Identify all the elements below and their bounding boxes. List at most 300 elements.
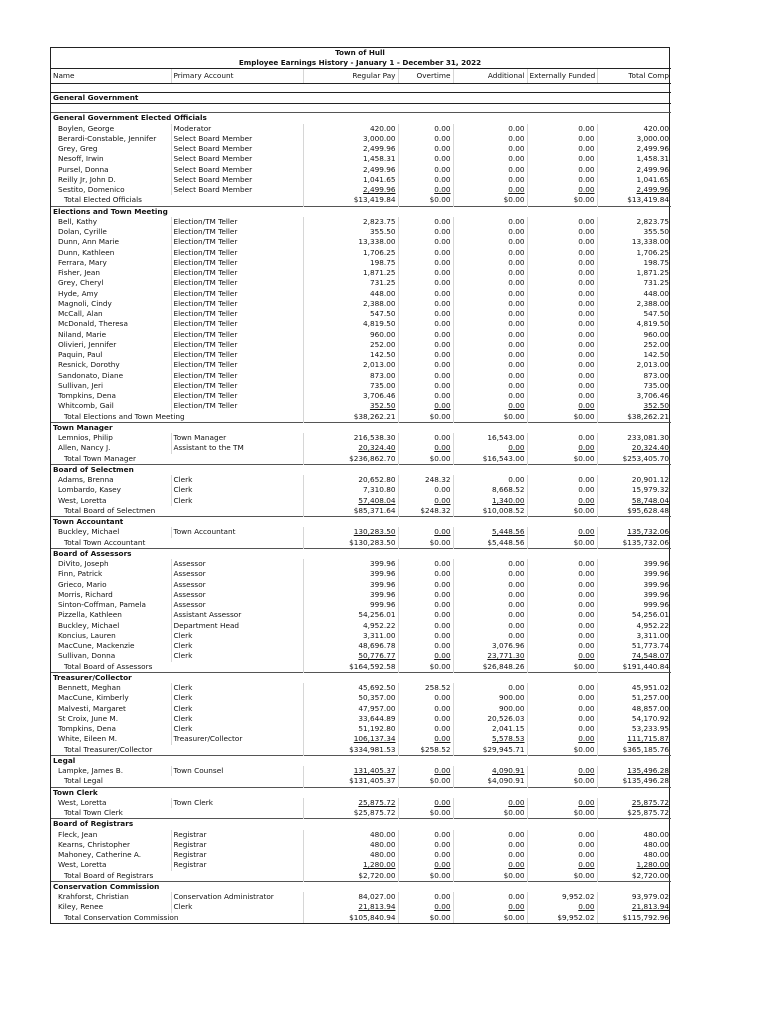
total-comp: 135,496.28 (597, 766, 671, 776)
employee-row (51, 124, 671, 134)
total-comp: 51,257.00 (597, 693, 671, 703)
additional: 0.00 (453, 340, 527, 350)
regular-pay: 399.96 (303, 580, 398, 590)
overtime: 0.00 (398, 443, 453, 453)
primary-account: Registrar (171, 840, 303, 850)
employee-name: St Croix, June M. (58, 713, 119, 723)
externally-funded: 0.00 (527, 175, 597, 185)
employee-name: Sullivan, Jeri (58, 380, 104, 390)
total-externally-funded: $0.00 (527, 808, 597, 819)
total-comp: 2,823.75 (597, 217, 671, 227)
total-comp: 45,951.02 (597, 683, 671, 693)
total-comp: 1,458.31 (597, 154, 671, 164)
overtime: 0.00 (398, 850, 453, 860)
externally-funded: 0.00 (527, 683, 597, 693)
employee-name: Buckley, Michael (58, 527, 120, 537)
regular-pay: 84,027.00 (303, 892, 398, 902)
primary-account: Treasurer/Collector (171, 734, 303, 744)
department-total-row (51, 776, 671, 787)
primary-account: Clerk (171, 693, 303, 703)
total-comp: 1,280.00 (597, 860, 671, 870)
total-comp: 53,233.95 (597, 724, 671, 734)
employee-row (51, 840, 671, 850)
externally-funded: 0.00 (527, 475, 597, 485)
regular-pay: 21,813.94 (303, 902, 398, 912)
employee-name: Magnoli, Cindy (58, 298, 112, 308)
regular-pay: 399.96 (303, 569, 398, 579)
overtime: 0.00 (398, 391, 453, 401)
total-additional: $0.00 (453, 808, 527, 819)
department-total-row (51, 538, 671, 549)
regular-pay: 3,706.46 (303, 391, 398, 401)
total-label: Total Town Clerk (64, 808, 123, 817)
additional: 16,543.00 (453, 433, 527, 443)
overtime: 0.00 (398, 830, 453, 840)
department-name: General Government Elected Officials (51, 113, 671, 124)
overtime: 0.00 (398, 631, 453, 641)
col-header-regular-pay: Regular Pay (303, 69, 398, 84)
total-additional: $29,945.71 (453, 745, 527, 756)
overtime: 0.00 (398, 227, 453, 237)
primary-account: Select Board Member (171, 134, 303, 144)
employee-row (51, 621, 671, 631)
employee-row (51, 371, 671, 381)
additional: 1,340.00 (453, 496, 527, 506)
employee-row (51, 319, 671, 329)
earnings-report (50, 47, 670, 924)
regular-pay: 735.00 (303, 381, 398, 391)
primary-account: Clerk (171, 724, 303, 734)
overtime: 0.00 (398, 766, 453, 776)
department-heading-row (51, 819, 671, 830)
additional: 3,076.96 (453, 641, 527, 651)
primary-account: Election/TM Teller (171, 330, 303, 340)
externally-funded: 0.00 (527, 641, 597, 651)
primary-account: Select Board Member (171, 175, 303, 185)
regular-pay: 131,405.37 (303, 766, 398, 776)
regular-pay: 547.50 (303, 309, 398, 319)
earnings-table (51, 68, 671, 923)
employee-name: Tompkins, Dena (58, 391, 116, 400)
total-comp: 15,979.32 (597, 485, 671, 495)
overtime: 0.00 (398, 330, 453, 340)
employee-name: MacCune, Mackenzie (58, 641, 135, 650)
additional: 0.00 (453, 268, 527, 278)
total-additional: $26,848.26 (453, 662, 527, 673)
overtime: 0.00 (398, 309, 453, 319)
additional: 0.00 (453, 154, 527, 164)
total-regular-pay: $130,283.50 (303, 538, 398, 549)
externally-funded: 0.00 (527, 371, 597, 381)
total-comp: 2,499.96 (597, 144, 671, 154)
report-subtitle: Employee Earnings History - January 1 - December 31, 2022 (238, 58, 482, 67)
employee-row (51, 360, 671, 370)
primary-account: Moderator (171, 124, 303, 134)
externally-funded: 0.00 (527, 651, 597, 661)
total-regular-pay: $164,592.58 (303, 662, 398, 673)
externally-funded: 0.00 (527, 350, 597, 360)
externally-funded: 0.00 (527, 590, 597, 600)
col-header-overtime: Overtime (398, 69, 453, 84)
total-comp: 480.00 (597, 850, 671, 860)
total-overtime: $0.00 (398, 454, 453, 465)
employee-name: Grieco, Mario (58, 579, 107, 589)
overtime: 0.00 (398, 527, 453, 537)
col-header-externally-funded: Externally Funded (527, 69, 597, 84)
department-total-row (51, 506, 671, 517)
employee-row (51, 350, 671, 360)
employee-name: Fisher, Jean (58, 268, 100, 277)
department-total-row (51, 454, 671, 465)
externally-funded: 0.00 (527, 443, 597, 453)
externally-funded: 0.00 (527, 330, 597, 340)
total-comp: $365,185.76 (597, 745, 671, 756)
regular-pay: 960.00 (303, 330, 398, 340)
total-additional: $0.00 (453, 412, 527, 423)
employee-name: Lemnios, Philip (58, 433, 113, 442)
total-comp: 1,041.65 (597, 175, 671, 185)
overtime: 0.00 (398, 902, 453, 912)
primary-account: Election/TM Teller (171, 278, 303, 288)
total-comp: 25,875.72 (597, 798, 671, 808)
externally-funded: 0.00 (527, 704, 597, 714)
employee-row (51, 475, 671, 485)
employee-name: Fleck, Jean (58, 829, 98, 839)
employee-name: Dunn, Kathleen (58, 247, 115, 257)
externally-funded: 0.00 (527, 124, 597, 134)
total-overtime: $0.00 (398, 412, 453, 423)
regular-pay: 13,338.00 (303, 237, 398, 247)
primary-account: Election/TM Teller (171, 371, 303, 381)
total-regular-pay: $131,405.37 (303, 776, 398, 787)
regular-pay: 2,013.00 (303, 360, 398, 370)
spacer-row (51, 104, 671, 113)
additional: 0.00 (453, 391, 527, 401)
total-comp: 3,706.46 (597, 391, 671, 401)
overtime: 0.00 (398, 217, 453, 227)
additional: 0.00 (453, 892, 527, 902)
additional: 2,041.15 (453, 724, 527, 734)
additional: 0.00 (453, 134, 527, 144)
primary-account: Select Board Member (171, 154, 303, 164)
regular-pay: 3,000.00 (303, 134, 398, 144)
additional: 0.00 (453, 165, 527, 175)
employee-name: White, Eileen M. (58, 734, 118, 744)
overtime: 0.00 (398, 144, 453, 154)
earnings-table-body (51, 69, 671, 923)
total-comp: 233,081.30 (597, 433, 671, 443)
total-comp: 58,748.04 (597, 496, 671, 506)
employee-row (51, 651, 671, 661)
employee-name: Krahforst, Christian (58, 892, 129, 901)
regular-pay: 7,310.80 (303, 485, 398, 495)
additional: 0.00 (453, 569, 527, 579)
department-name: Town Accountant (51, 517, 671, 528)
total-comp: 352.50 (597, 401, 671, 411)
overtime: 0.00 (398, 798, 453, 808)
externally-funded: 0.00 (527, 610, 597, 620)
total-regular-pay: $38,262.21 (303, 412, 398, 423)
employee-row (51, 714, 671, 724)
externally-funded: 0.00 (527, 840, 597, 850)
employee-name: Bennett, Meghan (58, 683, 121, 692)
employee-row (51, 830, 671, 840)
section-heading-row (51, 93, 671, 104)
additional: 0.00 (453, 237, 527, 247)
employee-name: Hyde, Amy (58, 288, 98, 298)
employee-name: Buckley, Michael (58, 620, 120, 630)
externally-funded: 0.00 (527, 569, 597, 579)
externally-funded: 0.00 (527, 798, 597, 808)
overtime: 0.00 (398, 433, 453, 443)
primary-account: Registrar (171, 830, 303, 840)
externally-funded: 0.00 (527, 278, 597, 288)
overtime: 0.00 (398, 258, 453, 268)
overtime: 0.00 (398, 134, 453, 144)
employee-row (51, 258, 671, 268)
additional: 20,526.03 (453, 714, 527, 724)
overtime: 0.00 (398, 299, 453, 309)
department-heading-row (51, 464, 671, 475)
primary-account: Registrar (171, 850, 303, 860)
total-label: Total Elected Officials (64, 195, 142, 205)
externally-funded: 0.00 (527, 248, 597, 258)
additional: 0.00 (453, 631, 527, 641)
employee-name: Sandonato, Diane (58, 370, 124, 380)
total-comp: $13,419.84 (597, 195, 671, 206)
department-total-row (51, 412, 671, 423)
overtime: 0.00 (398, 401, 453, 411)
primary-account: Clerk (171, 704, 303, 714)
total-comp: 480.00 (597, 830, 671, 840)
employee-row (51, 559, 671, 569)
overtime: 0.00 (398, 641, 453, 651)
primary-account: Select Board Member (171, 165, 303, 175)
primary-account: Clerk (171, 485, 303, 495)
additional: 0.00 (453, 124, 527, 134)
employee-row (51, 289, 671, 299)
employee-row (51, 683, 671, 693)
overtime: 0.00 (398, 734, 453, 744)
employee-row (51, 892, 671, 902)
overtime: 0.00 (398, 580, 453, 590)
primary-account: Clerk (171, 475, 303, 485)
additional: 0.00 (453, 840, 527, 850)
total-regular-pay: $236,862.70 (303, 454, 398, 465)
total-regular-pay: $85,371.64 (303, 506, 398, 517)
total-comp: $191,440.84 (597, 662, 671, 673)
report-title: Town of Hull (335, 48, 385, 57)
additional: 0.00 (453, 850, 527, 860)
regular-pay: 20,652.80 (303, 475, 398, 485)
externally-funded: 0.00 (527, 401, 597, 411)
overtime: 0.00 (398, 590, 453, 600)
primary-account: Clerk (171, 496, 303, 506)
total-externally-funded: $9,952.02 (527, 913, 597, 923)
externally-funded: 0.00 (527, 154, 597, 164)
total-overtime: $0.00 (398, 808, 453, 819)
regular-pay: 1,706.25 (303, 248, 398, 258)
department-total-row (51, 195, 671, 206)
employee-row (51, 340, 671, 350)
employee-row (51, 600, 671, 610)
total-overtime: $248.32 (398, 506, 453, 517)
total-additional: $0.00 (453, 871, 527, 882)
primary-account: Department Head (171, 621, 303, 631)
employee-name: Nesoff, Irwin (58, 154, 104, 164)
employee-row (51, 693, 671, 703)
additional: 0.00 (453, 371, 527, 381)
total-label: Total Board of Selectmen (64, 505, 156, 515)
overtime: 248.32 (398, 475, 453, 485)
total-additional: $16,543.00 (453, 454, 527, 465)
column-header-row (51, 69, 671, 84)
total-comp: 13,338.00 (597, 237, 671, 247)
externally-funded: 0.00 (527, 724, 597, 734)
employee-name: Boylen, George (58, 123, 115, 133)
overtime: 0.00 (398, 559, 453, 569)
employee-name: Finn, Patrick (58, 569, 103, 579)
primary-account: Election/TM Teller (171, 401, 303, 411)
regular-pay: 50,357.00 (303, 693, 398, 703)
total-comp: 3,000.00 (597, 134, 671, 144)
externally-funded: 0.00 (527, 693, 597, 703)
regular-pay: 1,041.65 (303, 175, 398, 185)
total-comp: $2,720.00 (597, 871, 671, 882)
primary-account: Registrar (171, 860, 303, 870)
department-total-row (51, 745, 671, 756)
total-comp: 2,499.96 (597, 165, 671, 175)
regular-pay: 48,696.78 (303, 641, 398, 651)
department-heading-row (51, 113, 671, 124)
total-externally-funded: $0.00 (527, 454, 597, 465)
externally-funded: 0.00 (527, 381, 597, 391)
employee-row (51, 631, 671, 641)
regular-pay: 2,823.75 (303, 217, 398, 227)
department-name: Town Manager (51, 422, 671, 433)
total-label: Total Conservation Commission (64, 912, 179, 922)
regular-pay: 3,311.00 (303, 631, 398, 641)
additional: 0.00 (453, 401, 527, 411)
overtime: 0.00 (398, 278, 453, 288)
additional: 0.00 (453, 330, 527, 340)
externally-funded: 0.00 (527, 391, 597, 401)
regular-pay: 480.00 (303, 840, 398, 850)
additional: 5,578.53 (453, 734, 527, 744)
externally-funded: 0.00 (527, 340, 597, 350)
total-label: Total Town Accountant (64, 537, 146, 547)
overtime: 0.00 (398, 621, 453, 631)
employee-name: Bell, Kathy (58, 216, 98, 226)
overtime: 0.00 (398, 185, 453, 195)
employee-row (51, 485, 671, 495)
regular-pay: 51,192.80 (303, 724, 398, 734)
employee-row (51, 433, 671, 443)
primary-account: Election/TM Teller (171, 227, 303, 237)
department-name: Legal (51, 755, 671, 766)
additional: 8,668.52 (453, 485, 527, 495)
total-comp: 21,813.94 (597, 902, 671, 912)
overtime: 0.00 (398, 360, 453, 370)
total-comp: 20,324.40 (597, 443, 671, 453)
employee-row (51, 268, 671, 278)
total-comp: 51,773.74 (597, 641, 671, 651)
total-comp: $135,732.06 (597, 538, 671, 549)
regular-pay: 2,499.96 (303, 144, 398, 154)
overtime: 0.00 (398, 704, 453, 714)
employee-row (51, 391, 671, 401)
department-total-row (51, 808, 671, 819)
overtime: 0.00 (398, 268, 453, 278)
total-comp: 3,311.00 (597, 631, 671, 641)
employee-name: Malvesti, Margaret (58, 703, 126, 713)
regular-pay: 4,819.50 (303, 319, 398, 329)
total-comp: 1,706.25 (597, 248, 671, 258)
employee-name: Allen, Nancy J. (58, 443, 111, 453)
employee-row (51, 496, 671, 506)
regular-pay: 50,776.77 (303, 651, 398, 661)
total-comp: 2,499.96 (597, 185, 671, 195)
total-label: Total Board of Assessors (64, 661, 153, 671)
total-regular-pay: $2,720.00 (303, 871, 398, 882)
total-overtime: $0.00 (398, 913, 453, 923)
employee-row (51, 175, 671, 185)
primary-account: Clerk (171, 631, 303, 641)
employee-name: Dunn, Ann Marie (58, 237, 119, 247)
externally-funded: 0.00 (527, 360, 597, 370)
department-heading-row (51, 422, 671, 433)
total-comp: 111,715.87 (597, 734, 671, 744)
additional: 0.00 (453, 248, 527, 258)
primary-account: Election/TM Teller (171, 289, 303, 299)
overtime: 0.00 (398, 319, 453, 329)
employee-row (51, 237, 671, 247)
employee-name: Grey, Cheryl (58, 278, 104, 288)
department-name: Board of Selectmen (51, 464, 671, 475)
total-comp: 252.00 (597, 340, 671, 350)
total-comp: 960.00 (597, 330, 671, 340)
externally-funded: 0.00 (527, 227, 597, 237)
total-comp: 399.96 (597, 559, 671, 569)
additional: 0.00 (453, 258, 527, 268)
total-comp: 735.00 (597, 381, 671, 391)
regular-pay: 352.50 (303, 401, 398, 411)
primary-account: Election/TM Teller (171, 299, 303, 309)
additional: 0.00 (453, 443, 527, 453)
employee-name: West, Loretta (58, 495, 107, 505)
department-name: Board of Assessors (51, 548, 671, 559)
total-overtime: $0.00 (398, 538, 453, 549)
total-label: Total Board of Registrars (64, 870, 154, 880)
total-comp: 547.50 (597, 309, 671, 319)
employee-name: Resnick, Dorothy (58, 360, 120, 370)
overtime: 0.00 (398, 892, 453, 902)
department-total-row (51, 913, 671, 923)
additional: 0.00 (453, 309, 527, 319)
regular-pay: 873.00 (303, 371, 398, 381)
employee-row (51, 309, 671, 319)
additional: 0.00 (453, 185, 527, 195)
primary-account: Election/TM Teller (171, 309, 303, 319)
overtime: 0.00 (398, 714, 453, 724)
total-label: Total Elections and Town Meeting (64, 411, 185, 421)
col-header-primary-account: Primary Account (171, 69, 303, 84)
externally-funded: 9,952.02 (527, 892, 597, 902)
primary-account: Assistant to the TM (171, 443, 303, 453)
externally-funded: 0.00 (527, 134, 597, 144)
total-comp: 93,979.02 (597, 892, 671, 902)
total-comp: 142.50 (597, 350, 671, 360)
